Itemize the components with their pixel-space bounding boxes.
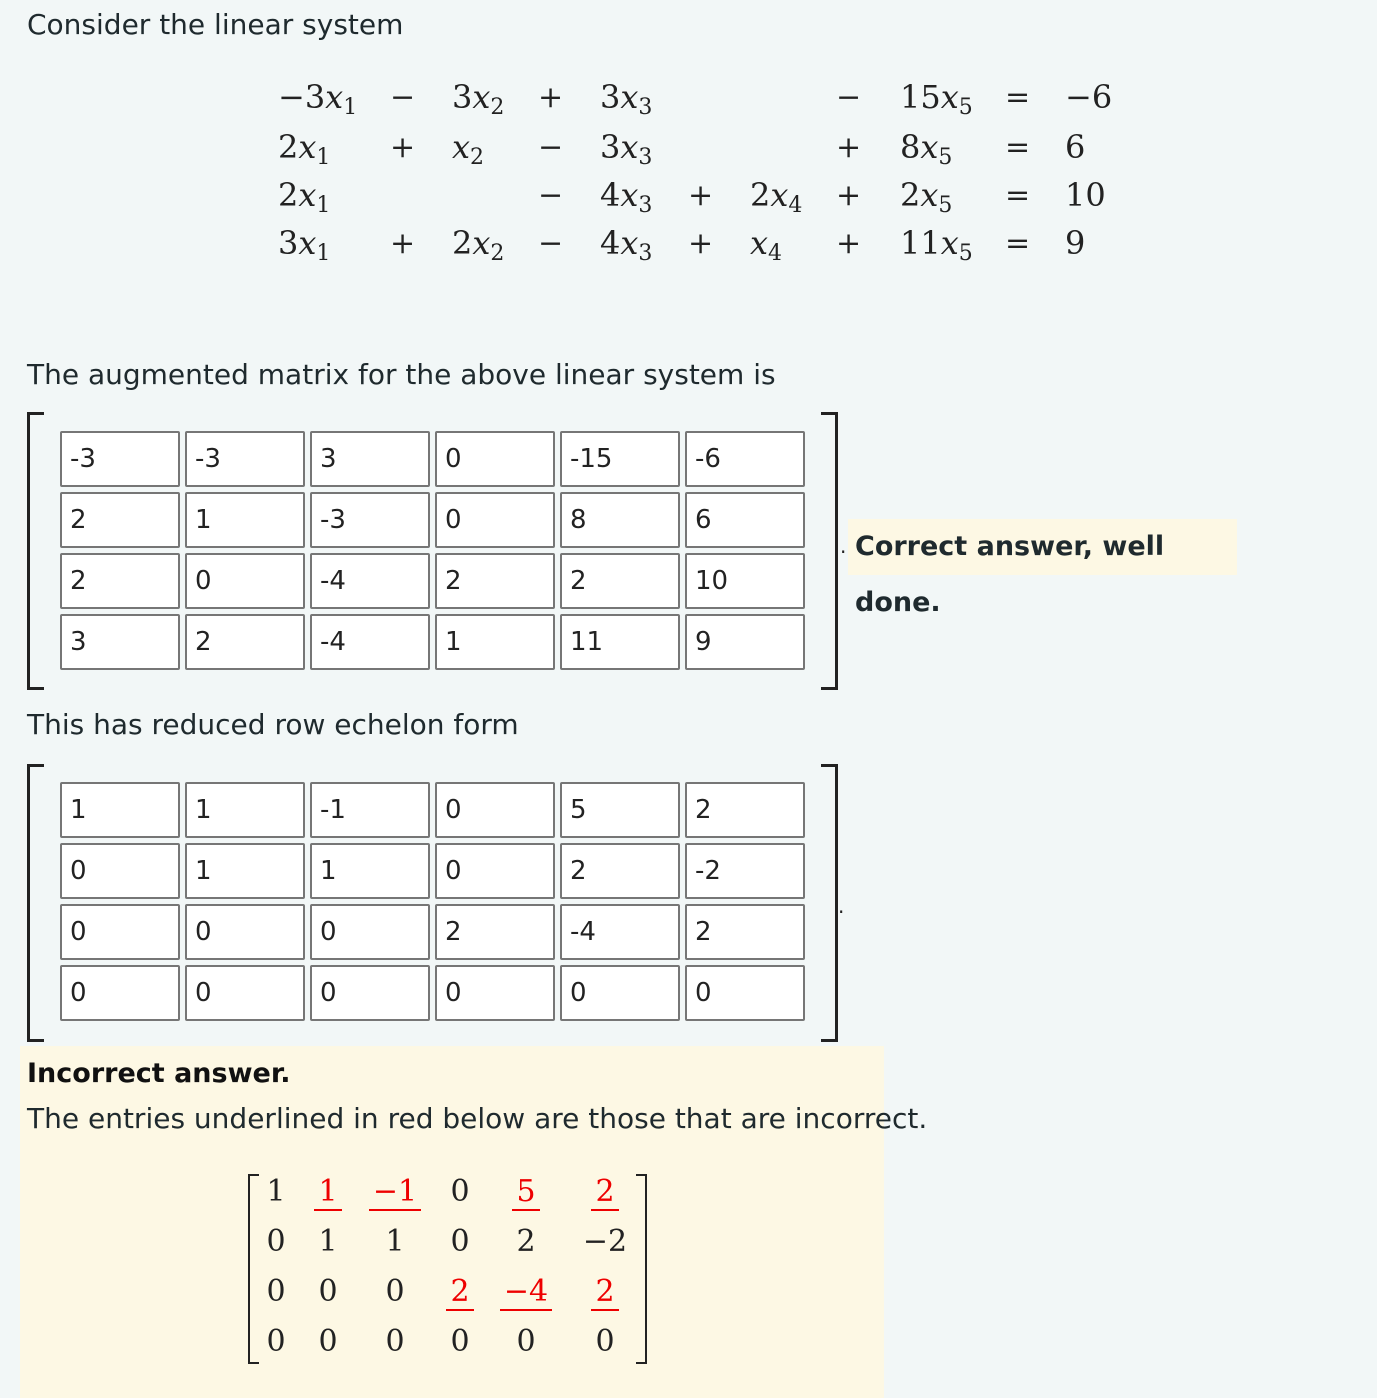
marked-entry: 0: [450, 1174, 470, 1209]
matrix-entry-input[interactable]: [685, 782, 805, 838]
equation-operator: +: [390, 226, 416, 261]
equation-term: $-3x_1$: [278, 78, 358, 120]
rref-right-bracket: [821, 764, 838, 1042]
augmented-label: The augmented matrix for the above linear system is: [27, 358, 776, 391]
equation-term: 6: [1065, 128, 1086, 166]
equation-operator: +: [538, 80, 564, 115]
matrix-entry-input[interactable]: [560, 492, 680, 548]
equation-operator: −: [538, 130, 564, 165]
rref-period: .: [838, 894, 845, 918]
matrix-entry-input[interactable]: [185, 614, 305, 670]
equation-operator: =: [1005, 178, 1031, 213]
matrix-entry-input[interactable]: [60, 614, 180, 670]
intro-text: Consider the linear system: [27, 8, 404, 41]
equation-operator: +: [836, 226, 862, 261]
marked-entry: 2: [516, 1224, 536, 1259]
equation-operator: −: [538, 178, 564, 213]
matrix-entry-input[interactable]: [185, 431, 305, 487]
equation-term: $8x_5$: [900, 128, 953, 170]
matrix-entry-input[interactable]: [685, 553, 805, 609]
matrix-entry-input[interactable]: [560, 904, 680, 960]
equation-operator: +: [836, 178, 862, 213]
equation-term: 9: [1065, 224, 1086, 262]
matrix-entry-input[interactable]: [310, 492, 430, 548]
marked-entry: 0: [385, 1324, 405, 1359]
equation-term: $3x_2$: [452, 78, 505, 120]
matrix-entry-input[interactable]: [310, 904, 430, 960]
matrix-entry-input[interactable]: [310, 843, 430, 899]
matrix-entry-input[interactable]: [60, 553, 180, 609]
equation-term: $x_4$: [750, 224, 783, 266]
equation-operator: −: [836, 80, 862, 115]
equation-operator: −: [538, 226, 564, 261]
marked-entry: −2: [582, 1224, 628, 1259]
equation-term: $4x_3$: [600, 176, 653, 218]
equation-term: $2x_1$: [278, 128, 331, 170]
equation-operator: =: [1005, 130, 1031, 165]
augmented-feedback: Correct answer, well done.: [848, 519, 1237, 575]
equation-term: $3x_3$: [600, 78, 653, 120]
matrix-entry-input[interactable]: [310, 431, 430, 487]
matrix-entry-input[interactable]: [185, 843, 305, 899]
matrix-entry-input[interactable]: [310, 614, 430, 670]
equation-operator: +: [688, 226, 714, 261]
marked-entry: 0: [516, 1324, 536, 1359]
matrix-entry-input[interactable]: [435, 492, 555, 548]
matrix-entry-input[interactable]: [60, 843, 180, 899]
equation-operator: =: [1005, 226, 1031, 261]
marked-entry: 1: [385, 1224, 405, 1259]
matrix-entry-input[interactable]: [435, 431, 555, 487]
equation-term: $11x_5$: [900, 224, 973, 266]
augmented-right-bracket: [821, 412, 838, 690]
matrix-entry-input[interactable]: [560, 614, 680, 670]
matrix-entry-input[interactable]: [560, 782, 680, 838]
marked-entry: 0: [266, 1224, 286, 1259]
equation-operator: =: [1005, 80, 1031, 115]
marked-entry: 0: [450, 1224, 470, 1259]
marked-right-bracket: [636, 1174, 647, 1364]
matrix-entry-input[interactable]: [435, 782, 555, 838]
rref-feedback-desc: The entries underlined in red below are those that are incorrect.: [27, 1102, 928, 1135]
matrix-entry-input[interactable]: [685, 965, 805, 1021]
matrix-entry-input[interactable]: [60, 965, 180, 1021]
equation-operator: +: [836, 130, 862, 165]
rref-label: This has reduced row echelon form: [27, 708, 519, 741]
matrix-entry-input[interactable]: [685, 492, 805, 548]
matrix-entry-input[interactable]: [435, 614, 555, 670]
matrix-entry-input[interactable]: [435, 843, 555, 899]
matrix-entry-input[interactable]: [60, 492, 180, 548]
equation-term: $x_2$: [452, 128, 485, 170]
marked-entry: 0: [266, 1274, 286, 1309]
augmented-period: .: [840, 534, 847, 558]
matrix-entry-input[interactable]: [560, 965, 680, 1021]
matrix-entry-input[interactable]: [310, 965, 430, 1021]
matrix-entry-input[interactable]: [435, 904, 555, 960]
matrix-entry-input[interactable]: [60, 904, 180, 960]
equation-term: $2x_1$: [278, 176, 331, 218]
marked-entry-incorrect: 2: [430, 1274, 490, 1309]
marked-entry-incorrect: −1: [365, 1174, 425, 1209]
matrix-entry-input[interactable]: [60, 431, 180, 487]
marked-entry-incorrect: 2: [575, 1174, 635, 1209]
matrix-entry-input[interactable]: [560, 843, 680, 899]
matrix-entry-input[interactable]: [435, 965, 555, 1021]
matrix-entry-input[interactable]: [435, 553, 555, 609]
equation-term: 10: [1065, 176, 1106, 214]
equation-term: $2x_4$: [750, 176, 803, 218]
marked-entry: 0: [450, 1324, 470, 1359]
matrix-entry-input[interactable]: [185, 782, 305, 838]
marked-entry-incorrect: 5: [496, 1174, 556, 1209]
marked-entry: 0: [385, 1274, 405, 1309]
marked-entry: 1: [266, 1174, 286, 1209]
marked-entry: 0: [318, 1324, 338, 1359]
equation-operator: +: [390, 130, 416, 165]
matrix-entry-input[interactable]: [685, 904, 805, 960]
equation-term: $3x_3$: [600, 128, 653, 170]
matrix-entry-input[interactable]: [60, 782, 180, 838]
marked-entry: 0: [318, 1274, 338, 1309]
equation-term: $4x_3$: [600, 224, 653, 266]
equation-term: $3x_1$: [278, 224, 331, 266]
marked-entry-incorrect: 1: [298, 1174, 358, 1209]
marked-entry: 0: [266, 1324, 286, 1359]
matrix-entry-input[interactable]: [310, 782, 430, 838]
matrix-entry-input[interactable]: [685, 843, 805, 899]
equation-term: $15x_5$: [900, 78, 973, 120]
equation-operator: +: [688, 178, 714, 213]
marked-entry-incorrect: −4: [496, 1274, 556, 1309]
augmented-left-bracket: [27, 412, 44, 690]
matrix-entry-input[interactable]: [560, 431, 680, 487]
equation-term: $2x_5$: [900, 176, 953, 218]
matrix-entry-input[interactable]: [185, 965, 305, 1021]
equation-term: $2x_2$: [452, 224, 505, 266]
equation-term: −6: [1065, 78, 1113, 116]
equation-operator: −: [390, 80, 416, 115]
matrix-entry-input[interactable]: [685, 431, 805, 487]
rref-left-bracket: [27, 764, 44, 1042]
matrix-entry-input[interactable]: [185, 904, 305, 960]
matrix-entry-input[interactable]: [185, 492, 305, 548]
marked-entry: 0: [595, 1324, 615, 1359]
marked-entry-incorrect: 2: [575, 1274, 635, 1309]
matrix-entry-input[interactable]: [310, 553, 430, 609]
matrix-entry-input[interactable]: [185, 553, 305, 609]
marked-entry: 1: [318, 1224, 338, 1259]
rref-feedback-title: Incorrect answer.: [27, 1058, 291, 1089]
matrix-entry-input[interactable]: [685, 614, 805, 670]
matrix-entry-input[interactable]: [560, 553, 680, 609]
